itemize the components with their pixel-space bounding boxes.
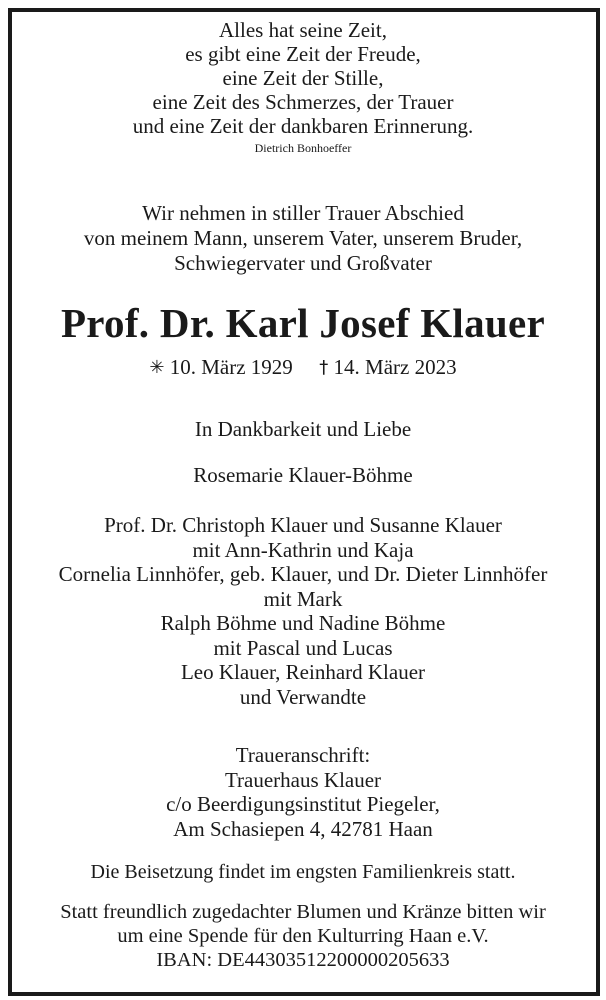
poem-line: eine Zeit des Schmerzes, der Trauer [152,90,454,114]
poem-line: eine Zeit der Stille, [222,66,384,90]
thanks-line: In Dankbarkeit und Liebe [194,417,412,441]
birth-star-icon: ✳ [149,357,165,378]
poem-line: Alles hat seine Zeit, [219,18,387,42]
address-line: Traueranschrift: [235,743,371,767]
poem-author: Dietrich Bonhoeffer [254,141,352,155]
poem-line: und eine Zeit der dankbaren Erinnerung. [132,114,474,138]
obituary-border [8,8,600,996]
poem [0,18,606,156]
intro-line: Wir nehmen in stiller Trauer Abschied [142,201,464,225]
intro-line: von meinem Mann, unserem Vater, unserem Bruder, [83,226,523,250]
donation-iban: IBAN: DE44303512200000205633 [156,949,450,971]
intro-line: Schwiegervater und Großvater [174,251,432,275]
family-line: mit Ann-Kathrin und Kaja [192,537,414,562]
birth-date: 10. März 1929 [169,355,293,379]
family-line: Leo Klauer, Reinhard Klauer [180,660,426,684]
life-dates [0,354,606,381]
poem-line: es gibt eine Zeit der Freude, [185,42,421,66]
death-cross-icon: † [319,357,329,378]
death-date: 14. März 2023 [333,355,457,379]
family-line: Prof. Dr. Christoph Klauer und Susanne Klauer [104,513,502,537]
family-line: und Verwandte [239,684,367,709]
family-line: mit Pascal und Lucas [213,635,393,660]
family-line: mit Mark [263,586,343,611]
family-list [0,513,606,709]
family-line: Ralph Böhme und Nadine Böhme [160,611,446,635]
donation-notice [0,900,606,972]
donation-line: um eine Spende für den Kulturring Haan e.V. [117,925,489,947]
mourning-address [0,743,606,841]
family-line: Cornelia Linnhöfer, geb. Klauer, und Dr. Dieter Linnhöfer [58,562,548,586]
widow-name: Rosemarie Klauer-Böhme [193,463,413,487]
burial-notice: Die Beisetzung findet im engsten Familienkreis statt. [90,861,516,883]
deceased-name: Prof. Dr. Karl Josef Klauer [60,300,546,346]
donation-line: Statt freundlich zugedachter Blumen und Kränze bitten wir [60,901,546,923]
farewell-intro [0,201,606,276]
address-line: Trauerhaus Klauer [224,767,382,792]
address-line: c/o Beerdigungsinstitut Piegeler, [166,792,440,816]
address-line: Am Schasiepen 4, 42781 Haan [173,816,433,841]
